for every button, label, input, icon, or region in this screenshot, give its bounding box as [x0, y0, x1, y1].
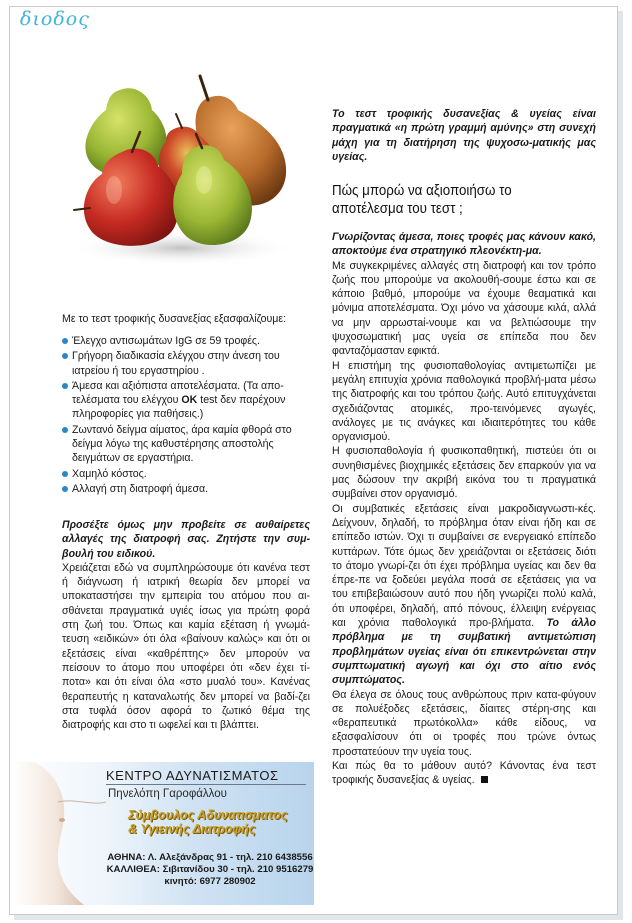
paragraph: Με συγκεκριμένες αλλαγές στη διατροφή και τον τρόπο ζωής που μπορούμε να ακολουθή-σουμε έστω και σε κάποιο βαθμό, μπορούμε να έχουμε θεαματικά και μόνιμα αποτελέσματα. Όχι μόνο να χάσουμε κιλά, αλλά να μην αρρωστaί-νουμε και να βελτιώσουμε την ψυχοσωματική μας υγεία σε επίπεδα που δεν φανταζόμασταν εφικτά. [332, 259, 596, 358]
paragraph: Η φυσιοπαθολογία ή φυσικοπαθητική, πιστεύει ότι οι συνηθισμένες βιοχημικές εξετάσεις δεν επαρκούν για να μας δώσουν την ακριβή εικόνα του τι πραγματικά συμβαίνει στον οργανισμό. [332, 445, 596, 501]
advice-section [62, 518, 310, 732]
benefits-list [62, 334, 310, 497]
right-body [332, 230, 596, 788]
list-item: Αλλαγή στη διατροφή άμεσα. [62, 482, 310, 496]
list-item: Χαμηλό κόστος. [62, 467, 310, 481]
list-item: Ζωντανό δείγμα αίματος, άρα καμία φθορά στο δείγμα λόγω της καθυστέρησης αποστολής δειγμάτων σε εργαστήρια. [62, 423, 310, 466]
ad-address-kallithea: ΚΑΛΛΙΘΕΑ: Σιβιτανίδου 30 - τηλ. 210 9516279 [106, 864, 314, 875]
ad-slogan-line: & Υγιεινής Διατροφής [128, 822, 256, 836]
paragraph: Η επιστήμη της φυσιοπαθολογίας αντιμετωπίζει με μεγάλη επιτυχία χρόνια παθολογικά προβλή-ματα μέσω της διατροφής και του τρόπου ζωής. Αυτό επιτυγχάνεται σχεδιάζοντας ατομικές, προ-τεινόμενες αγωγές, ανάλογες με τις ανάγκες και ιδιαιτερότητες του κάθε οργανισμού. [332, 359, 596, 444]
first-line-of-defense-text: Το τεστ τροφικής δυσανεξίας & υγείας είναι πραγματικά «η πρώτη γραμμή αμύνης» στη συνεχή μάχη για τη διατήρηση της ψυχοσω-ματικής μας υγείας. [332, 108, 596, 163]
paragraph-last [332, 759, 596, 788]
paragraph [332, 502, 596, 688]
ad-mobile: κινητό: 6977 280902 [164, 876, 256, 887]
ad-title: ΚΕΝΤΡΟ ΑΔΥΝΑΤΙΣΜΑΤΟΣ [106, 768, 306, 785]
paragraph-bold: Το άλλο πρόβλημα με τη συμβατική αντιμετώπιση προβλημάτων υγείας είναι ότι επικεντρώνεται στην συμπτωματική αγωγή και όχι στο αίτιο ενός συμπτώματος. [332, 617, 596, 687]
advice-paragraph: Χρειάζεται εδώ να συμπληρώσουμε ότι κανένα τεστ ή διάγνωση ή ιατρική θεωρία δεν μπορεί να υποκαταστήσει την εμπειρία του ατόμου που αι-σθάνεται πραγματικά υγιές ίσως για πρώτη φορά στη ζωή του. Όπως και καμία εξέταση ή γνωμά-τευση «ειδικών» ότι όλα «βαίνουν καλώς» και ότι οι εξετάσεις είναι «καθρέπτης» δεν μπορούν να πείσουν το άτομο που υποφέρει ότι «δεν έχει τί-ποτα» και ότι είναι όλα «στο μυαλό του». Κανένας θεραπευτής η καταναλωτής δεν μπορεί να βαδί-ζει στα τυφλά όσον αφορά το ζωτικό θέμα της διατροφής και στο τι ωφελεί και τι βλάπτει. [62, 561, 310, 732]
magazine-logo: διοδος [20, 8, 90, 30]
section-heading: Πώς μπορώ να αξιοποιήσω το αποτέλεσμα του τεστ ; [332, 183, 512, 217]
intro-text: Με το τεστ τροφικής δυσανεξίας εξασφαλίζουμε: [62, 313, 287, 325]
paragraph-text: Και πώς θα το μάθουν αυτό? Κάνοντας ένα τεστ τροφικής δυσανεξίας & υγείας. [332, 759, 596, 787]
list-item: Γρήγορη διαδικασία ελέγχου στην άνεση του ιατρείου ή του εργαστηρίου . [62, 349, 310, 378]
advice-heading: Προσέξτε όμως μην προβείτε σε αυθαίρετες αλλαγές της διατροφή σας. Ζητήστε την συμ-βουλή του ειδικού. [62, 519, 310, 560]
ad-address-athens: ΑΘΗΝΑ: Λ. Αλεξάνδρας 91 - τηλ. 210 6438556 [107, 852, 313, 863]
ok-word: OK [181, 394, 198, 407]
advert-box [14, 762, 314, 905]
paragraph: Θα έλεγα σε όλους τους ανθρώπους πριν κατα-φύγουν σε πολυέξοδες εξετάσεις, δίαιτες στέρη-σης και «θεραπευτικά πρωτόκολλα» κάθε είδους, να εξασφαλίσουν ότι οι τροφές που τρώνε όντως προστατεύουν την υγεία τους. [332, 688, 596, 758]
list-item-text-rest: test δεν παρέχουν πληροφορίες για παθήσεις.) [72, 394, 286, 421]
lead-bold: Γνωρίζοντας άμεσα, ποιες τροφές μας κάνουν κακό, αποκτούμε ένα στρατηγικό πλεονέκτη-μα. [332, 231, 596, 258]
ad-addresses [106, 852, 314, 888]
list-item [62, 379, 310, 422]
pears-image [62, 70, 312, 270]
list-item: Έλεγχο αντισωμάτων IgG σε 59 τροφές. [62, 334, 310, 348]
ad-person-name: Πηνελόπη Γαροφάλλου [108, 788, 227, 800]
list-item-text: Άμεσα και αξιόπιστα αποτελέσματα. (Τα απο-τελέσματα του ελέγχου [72, 379, 284, 407]
ad-slogan-line: Σύμβουλος Αδυνατισματος [128, 808, 288, 822]
ad-slogan [128, 808, 313, 836]
end-mark-icon [481, 776, 488, 783]
paragraph-text: Οι συμβατικές εξετάσεις είναι μακροδιαγνωστι-κές. Δείχνουν, δηλαδή, το πρόβλημα όταν είναι ήδη και σε επίπεδο ιστών. Όχι τι συμβαίνει σε ενεργειακό επίπεδο κυττάρων. Τότε όμως δεν χρειάζονται οι εξετάσεις διότι το άτομο γνωρί-ζει ότι έχει πρόβλημα υγείας και δεν θα έπρε-πε να ξοδεύει μεγάλα ποσά σε εξετάσεις για να του επιβεβαιώσουν αυτό που ήδη γνωρίζει πολύ καλά, ότι υποφέρει, δηλαδή, από πόνους, έλλειψη ενέργειας και χρόνια παθολογικά προ-βλήματα. [332, 502, 596, 630]
